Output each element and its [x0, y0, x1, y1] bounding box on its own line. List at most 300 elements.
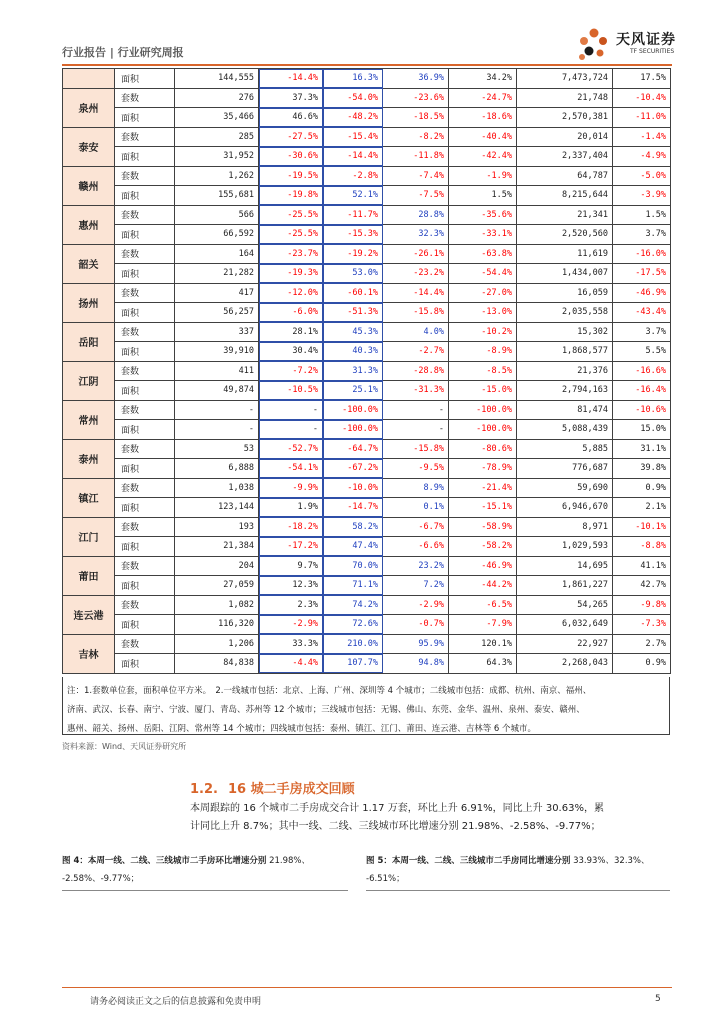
value-cell: 20,014 [517, 127, 613, 147]
value-cell: -18.2% [259, 517, 323, 537]
value-cell: 123,144 [175, 498, 259, 518]
value-cell: -100.0% [323, 420, 383, 440]
value-cell: -43.4% [613, 303, 671, 323]
value-cell: -12.0% [259, 283, 323, 303]
table-row [63, 108, 671, 128]
table-row [63, 127, 671, 147]
metric-cell: 面积 [115, 342, 175, 362]
value-cell: 5,885 [517, 439, 613, 459]
value-cell: -46.9% [449, 556, 517, 576]
value-cell: -23.7% [259, 244, 323, 264]
value-cell: 74.2% [323, 595, 383, 615]
note-line-3: 惠州、韶关、扬州、岳阳、江阴、常州等 14 个城市；四线城市包括：泰州、镇江、江门、莆田、连云港、吉林等 6 个城市。 [67, 724, 537, 734]
value-cell: 2.3% [259, 595, 323, 615]
value-cell: 39,910 [175, 342, 259, 362]
value-cell: -16.0% [613, 244, 671, 264]
value-cell: -78.9% [449, 459, 517, 479]
metric-cell: 套数 [115, 322, 175, 342]
value-cell: -2.7% [383, 342, 449, 362]
metric-cell: 套数 [115, 361, 175, 381]
value-cell: 5,088,439 [517, 420, 613, 440]
metric-cell: 套数 [115, 439, 175, 459]
value-cell: -11.0% [613, 108, 671, 128]
value-cell: 276 [175, 88, 259, 108]
value-cell: -1.9% [449, 166, 517, 186]
value-cell: 53.0% [323, 264, 383, 284]
value-cell: 2,570,381 [517, 108, 613, 128]
value-cell: -27.0% [449, 283, 517, 303]
value-cell: -54.0% [323, 88, 383, 108]
value-cell: 23.2% [383, 556, 449, 576]
metric-cell: 面积 [115, 186, 175, 206]
value-cell: 8,971 [517, 517, 613, 537]
metric-cell: 面积 [115, 264, 175, 284]
value-cell: 31.1% [613, 439, 671, 459]
city-cell: 泉州 [63, 88, 115, 127]
value-cell: 1,868,577 [517, 342, 613, 362]
value-cell: 64.3% [449, 654, 517, 674]
value-cell: 16,059 [517, 283, 613, 303]
metric-cell: 面积 [115, 381, 175, 401]
value-cell: 53 [175, 439, 259, 459]
value-cell: 21,341 [517, 205, 613, 225]
value-cell: 2,035,558 [517, 303, 613, 323]
value-cell: -24.7% [449, 88, 517, 108]
value-cell: -19.8% [259, 186, 323, 206]
table-row [63, 634, 671, 654]
value-cell: -14.4% [259, 69, 323, 89]
table-row [63, 459, 671, 479]
table-row [63, 205, 671, 225]
value-cell: -23.6% [383, 88, 449, 108]
note-line-2: 济南、武汉、长春、南宁、宁波、厦门、青岛、苏州等 12 个城市；三线城市包括：无锡、佛山、东莞、金华、温州、泉州、泰安、赣州、 [67, 705, 585, 715]
city-cell: 吉林 [63, 634, 115, 673]
value-cell: 9.7% [259, 556, 323, 576]
value-cell: -15.1% [449, 498, 517, 518]
value-cell: -18.6% [449, 108, 517, 128]
table-row [63, 654, 671, 674]
value-cell: 21,748 [517, 88, 613, 108]
value-cell: -14.4% [383, 283, 449, 303]
section-number: 1.2. [190, 782, 218, 797]
value-cell: 566 [175, 205, 259, 225]
value-cell: 6,032,649 [517, 615, 613, 635]
value-cell: -7.5% [383, 186, 449, 206]
figure-4-caption [62, 852, 352, 888]
value-cell: -13.0% [449, 303, 517, 323]
table-row [63, 264, 671, 284]
value-cell: -100.0% [449, 420, 517, 440]
value-cell: 27,059 [175, 576, 259, 596]
figure-5-caption-line-2: -6.51%； [366, 874, 405, 884]
value-cell: 155,681 [175, 186, 259, 206]
value-cell: 71.1% [323, 576, 383, 596]
note-line-1: 注：1.套数单位套，面积单位平方米。 2.一线城市包括：北京、上海、广州、深圳等 4 个城市；二线城市包括：成都、杭州、南京、福州、 [67, 686, 592, 696]
value-cell: -31.3% [383, 381, 449, 401]
value-cell: -16.4% [613, 381, 671, 401]
value-cell: 107.7% [323, 654, 383, 674]
table-row [63, 303, 671, 323]
value-cell: 66,592 [175, 225, 259, 245]
table-row [63, 186, 671, 206]
header-title: 行业报告 | 行业研究周报 [62, 46, 184, 59]
value-cell: - [383, 400, 449, 420]
value-cell: -16.6% [613, 361, 671, 381]
value-cell: -19.5% [259, 166, 323, 186]
metric-cell: 套数 [115, 556, 175, 576]
value-cell: -7.3% [613, 615, 671, 635]
metric-cell: 面积 [115, 225, 175, 245]
value-cell: 5.5% [613, 342, 671, 362]
footer-disclaimer: 请务必阅读正文之后的信息披露和免责申明 [90, 997, 262, 1007]
value-cell: -11.8% [383, 147, 449, 167]
value-cell: -26.1% [383, 244, 449, 264]
logo-chinese: 天风证券 [616, 32, 676, 48]
metric-cell: 面积 [115, 615, 175, 635]
value-cell: -30.6% [259, 147, 323, 167]
value-cell: -23.2% [383, 264, 449, 284]
value-cell: 1,082 [175, 595, 259, 615]
value-cell: 6,946,670 [517, 498, 613, 518]
value-cell: -25.5% [259, 225, 323, 245]
value-cell: 3.7% [613, 322, 671, 342]
value-cell: -28.8% [383, 361, 449, 381]
table-row [63, 342, 671, 362]
figure-4-caption-bold: 图 4：本周一线、二线、三线城市二手房环比增速分别 [62, 856, 267, 866]
figure-5-caption-bold: 图 5：本周一线、二线、三线城市二手房同比增速分别 [366, 856, 571, 866]
value-cell: -10.4% [613, 88, 671, 108]
table-row [63, 556, 671, 576]
value-cell: 33.3% [259, 634, 323, 654]
figure-4-caption-tail: 21.98%、 [266, 856, 311, 866]
value-cell: - [259, 420, 323, 440]
value-cell: -6.5% [449, 595, 517, 615]
table-row [63, 595, 671, 615]
value-cell: -52.7% [259, 439, 323, 459]
value-cell: -1.4% [613, 127, 671, 147]
value-cell: 0.9% [613, 654, 671, 674]
value-cell: -100.0% [449, 400, 517, 420]
value-cell: 16.3% [323, 69, 383, 89]
value-cell: 7,473,724 [517, 69, 613, 89]
table-row [63, 439, 671, 459]
value-cell: -58.9% [449, 517, 517, 537]
value-cell: 7.2% [383, 576, 449, 596]
value-cell: 28.1% [259, 322, 323, 342]
value-cell: 41.1% [613, 556, 671, 576]
value-cell: -8.8% [613, 537, 671, 557]
value-cell: 52.1% [323, 186, 383, 206]
value-cell: 15,302 [517, 322, 613, 342]
value-cell: 2.1% [613, 498, 671, 518]
value-cell: 46.6% [259, 108, 323, 128]
value-cell: 8,215,644 [517, 186, 613, 206]
value-cell: 70.0% [323, 556, 383, 576]
value-cell: -54.4% [449, 264, 517, 284]
table-row [63, 283, 671, 303]
value-cell: -7.4% [383, 166, 449, 186]
value-cell: -27.5% [259, 127, 323, 147]
table-row [63, 361, 671, 381]
value-cell: 21,376 [517, 361, 613, 381]
metric-cell: 面积 [115, 108, 175, 128]
city-cell: 惠州 [63, 205, 115, 244]
value-cell: 1.5% [449, 186, 517, 206]
value-cell: -40.4% [449, 127, 517, 147]
value-cell: 210.0% [323, 634, 383, 654]
logo-english: TF SECURITIES [630, 48, 675, 55]
value-cell: 21,384 [175, 537, 259, 557]
value-cell: 45.3% [323, 322, 383, 342]
value-cell: 40.3% [323, 342, 383, 362]
value-cell: 337 [175, 322, 259, 342]
value-cell: -15.4% [323, 127, 383, 147]
value-cell: -4.9% [613, 147, 671, 167]
value-cell: 1.5% [613, 205, 671, 225]
city-cell: 韶关 [63, 244, 115, 283]
metric-cell: 面积 [115, 576, 175, 596]
value-cell: -15.8% [383, 439, 449, 459]
value-cell: 81,474 [517, 400, 613, 420]
data-source: 资料来源：Wind、天风证券研究所 [62, 742, 187, 751]
value-cell: 59,690 [517, 478, 613, 498]
value-cell: 72.6% [323, 615, 383, 635]
paragraph-line-1: 本周跟踪的 16 个城市二手房成交合计 1.17 万套，环比上升 6.91%，同比上升 30.63%，累 [190, 803, 604, 814]
value-cell: -63.8% [449, 244, 517, 264]
table-row [63, 225, 671, 245]
value-cell: 34.2% [449, 69, 517, 89]
value-cell: -11.7% [323, 205, 383, 225]
footer-rule [62, 987, 672, 988]
figure-4-rule [62, 890, 348, 891]
value-cell: -19.2% [323, 244, 383, 264]
metric-cell: 面积 [115, 654, 175, 674]
value-cell: -8.2% [383, 127, 449, 147]
value-cell: -42.4% [449, 147, 517, 167]
value-cell: -7.9% [449, 615, 517, 635]
value-cell: 3.7% [613, 225, 671, 245]
value-cell: -6.6% [383, 537, 449, 557]
value-cell: 25.1% [323, 381, 383, 401]
city-cell: 泰州 [63, 439, 115, 478]
value-cell: -6.0% [259, 303, 323, 323]
metric-cell: 套数 [115, 478, 175, 498]
value-cell: 58.2% [323, 517, 383, 537]
value-cell: 164 [175, 244, 259, 264]
value-cell: 1,262 [175, 166, 259, 186]
table-row [63, 537, 671, 557]
metric-cell: 套数 [115, 88, 175, 108]
value-cell: -100.0% [323, 400, 383, 420]
value-cell: -15.0% [449, 381, 517, 401]
value-cell: -4.4% [259, 654, 323, 674]
value-cell: - [175, 420, 259, 440]
value-cell: - [259, 400, 323, 420]
value-cell: 144,555 [175, 69, 259, 89]
table-row [63, 88, 671, 108]
value-cell: -14.4% [323, 147, 383, 167]
value-cell: -9.9% [259, 478, 323, 498]
value-cell: 12.3% [259, 576, 323, 596]
value-cell: -2.9% [259, 615, 323, 635]
value-cell: 22,927 [517, 634, 613, 654]
value-cell: -67.2% [323, 459, 383, 479]
value-cell: -48.2% [323, 108, 383, 128]
value-cell: -8.5% [449, 361, 517, 381]
table-row [63, 420, 671, 440]
value-cell: -5.0% [613, 166, 671, 186]
figure-5-rule [366, 890, 670, 891]
housing-data-table [62, 68, 671, 674]
table-row [63, 322, 671, 342]
section-title [190, 778, 355, 797]
value-cell: 15.0% [613, 420, 671, 440]
metric-cell: 面积 [115, 69, 175, 89]
value-cell: -58.2% [449, 537, 517, 557]
city-cell: 连云港 [63, 595, 115, 634]
value-cell: 36.9% [383, 69, 449, 89]
metric-cell: 套数 [115, 595, 175, 615]
metric-cell: 套数 [115, 634, 175, 654]
value-cell: -17.2% [259, 537, 323, 557]
city-cell: 扬州 [63, 283, 115, 322]
value-cell: -2.9% [383, 595, 449, 615]
value-cell: 54,265 [517, 595, 613, 615]
value-cell: 14,695 [517, 556, 613, 576]
figure-5-caption-tail: 33.93%、32.3%、 [570, 856, 650, 866]
city-cell: 莆田 [63, 556, 115, 595]
value-cell: - [175, 400, 259, 420]
table-row [63, 244, 671, 264]
metric-cell: 面积 [115, 303, 175, 323]
value-cell: 2,337,404 [517, 147, 613, 167]
city-cell: 常州 [63, 400, 115, 439]
metric-cell: 面积 [115, 147, 175, 167]
city-cell [63, 69, 115, 89]
value-cell: 37.3% [259, 88, 323, 108]
value-cell: -9.8% [613, 595, 671, 615]
value-cell: 8.9% [383, 478, 449, 498]
metric-cell: 套数 [115, 400, 175, 420]
page-number: 5 [655, 994, 661, 1004]
value-cell: 1,861,227 [517, 576, 613, 596]
page-header [62, 32, 676, 66]
table-row [63, 69, 671, 89]
tf-securities-logo [574, 26, 684, 64]
value-cell: 94.8% [383, 654, 449, 674]
value-cell: -14.7% [323, 498, 383, 518]
metric-cell: 套数 [115, 166, 175, 186]
value-cell: -46.9% [613, 283, 671, 303]
value-cell: 64,787 [517, 166, 613, 186]
paragraph-line-2: 计同比上升 8.7%；其中一线、二线、三线城市环比增速分别 21.98%、-2.58%、-9.77%； [190, 821, 601, 832]
city-cell: 赣州 [63, 166, 115, 205]
value-cell: -6.7% [383, 517, 449, 537]
value-cell: 204 [175, 556, 259, 576]
metric-cell: 套数 [115, 244, 175, 264]
value-cell: 42.7% [613, 576, 671, 596]
value-cell: -60.1% [323, 283, 383, 303]
value-cell: 4.0% [383, 322, 449, 342]
value-cell: 2,268,043 [517, 654, 613, 674]
value-cell: 1,038 [175, 478, 259, 498]
value-cell: 84,838 [175, 654, 259, 674]
metric-cell: 套数 [115, 127, 175, 147]
value-cell: 32.3% [383, 225, 449, 245]
value-cell: - [383, 420, 449, 440]
value-cell: -7.2% [259, 361, 323, 381]
value-cell: 31,952 [175, 147, 259, 167]
metric-cell: 面积 [115, 498, 175, 518]
value-cell: -54.1% [259, 459, 323, 479]
figure-5-caption [366, 852, 672, 888]
value-cell: -15.8% [383, 303, 449, 323]
value-cell: 1,434,007 [517, 264, 613, 284]
city-cell: 泰安 [63, 127, 115, 166]
value-cell: 47.4% [323, 537, 383, 557]
value-cell: -25.5% [259, 205, 323, 225]
value-cell: -10.2% [449, 322, 517, 342]
city-cell: 镇江 [63, 478, 115, 517]
value-cell: 35,466 [175, 108, 259, 128]
value-cell: 21,282 [175, 264, 259, 284]
value-cell: -15.3% [323, 225, 383, 245]
value-cell: 2,794,163 [517, 381, 613, 401]
table-row [63, 381, 671, 401]
figure-4-caption-line-2: -2.58%、-9.77%； [62, 874, 140, 884]
value-cell: -51.3% [323, 303, 383, 323]
city-cell: 岳阳 [63, 322, 115, 361]
metric-cell: 套数 [115, 283, 175, 303]
value-cell: 95.9% [383, 634, 449, 654]
value-cell: -33.1% [449, 225, 517, 245]
value-cell: 30.4% [259, 342, 323, 362]
table-note [62, 677, 670, 735]
table-row [63, 576, 671, 596]
value-cell: 411 [175, 361, 259, 381]
value-cell: 49,874 [175, 381, 259, 401]
value-cell: 6,888 [175, 459, 259, 479]
value-cell: 17.5% [613, 69, 671, 89]
table-row [63, 166, 671, 186]
table-row [63, 478, 671, 498]
value-cell: 116,320 [175, 615, 259, 635]
value-cell: -44.2% [449, 576, 517, 596]
value-cell: 285 [175, 127, 259, 147]
value-cell: 31.3% [323, 361, 383, 381]
table-row [63, 147, 671, 167]
value-cell: 193 [175, 517, 259, 537]
value-cell: -9.5% [383, 459, 449, 479]
metric-cell: 面积 [115, 537, 175, 557]
city-cell: 江阴 [63, 361, 115, 400]
section-title-text: 16 城二手房成交回顾 [227, 782, 355, 797]
metric-cell: 套数 [115, 517, 175, 537]
value-cell: -17.5% [613, 264, 671, 284]
value-cell: 1,029,593 [517, 537, 613, 557]
metric-cell: 面积 [115, 420, 175, 440]
value-cell: 28.8% [383, 205, 449, 225]
table-body [63, 69, 671, 674]
value-cell: 120.1% [449, 634, 517, 654]
value-cell: 417 [175, 283, 259, 303]
metric-cell: 套数 [115, 205, 175, 225]
value-cell: -19.3% [259, 264, 323, 284]
logo-mark-icon [574, 26, 614, 64]
city-cell: 江门 [63, 517, 115, 556]
value-cell: -3.9% [613, 186, 671, 206]
value-cell: -35.6% [449, 205, 517, 225]
